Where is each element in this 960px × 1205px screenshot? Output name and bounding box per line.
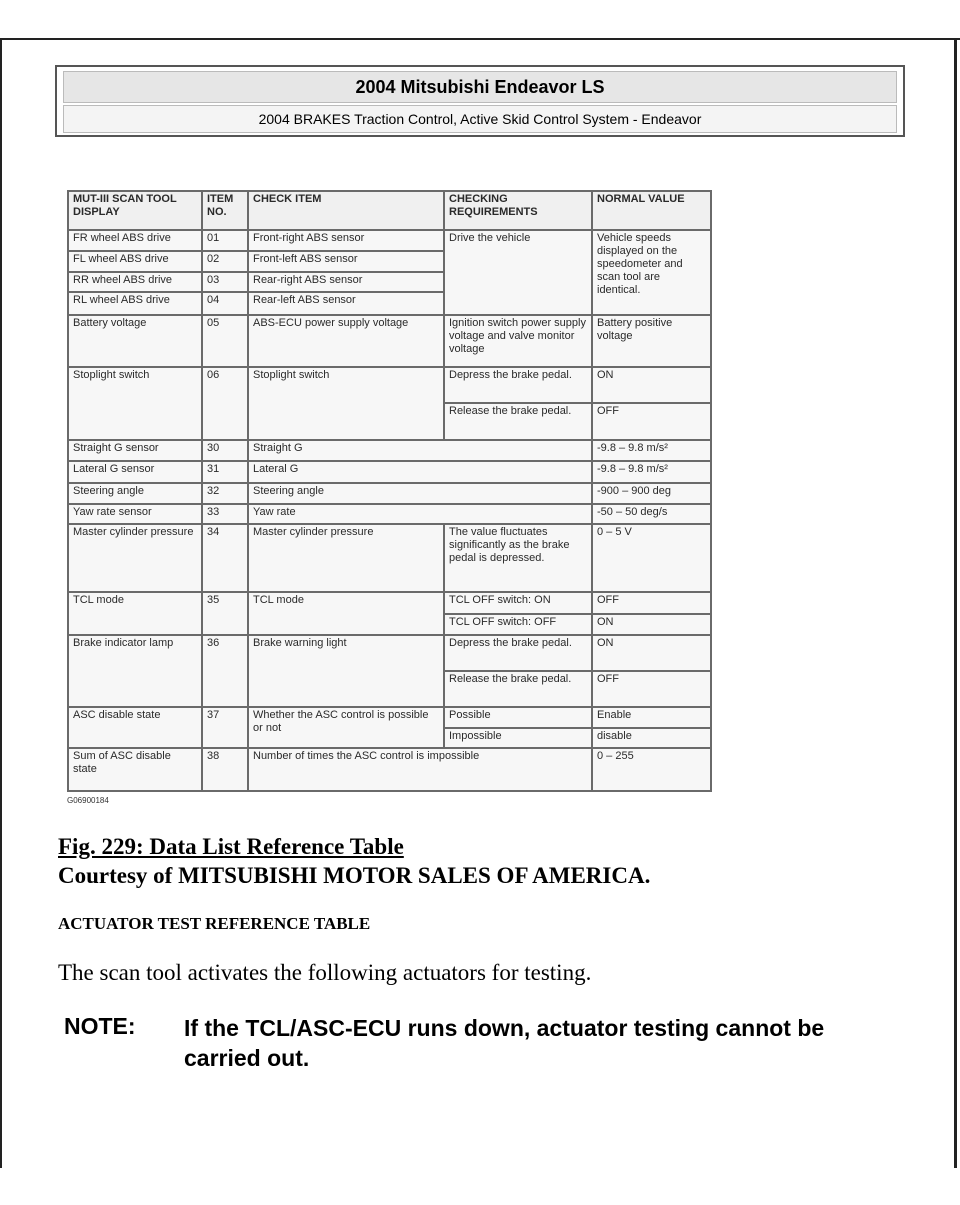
cell-normal-value: Battery positive voltage xyxy=(592,315,711,367)
cell-check-item: TCL mode xyxy=(248,592,444,635)
cell-display: RR wheel ABS drive xyxy=(68,272,202,293)
page-border-left xyxy=(0,38,2,1168)
cell-requirement: Depress the brake pedal. xyxy=(444,635,592,671)
figure-caption-title: Fig. 229: Data List Reference Table xyxy=(58,834,404,859)
cell-check-item: Number of times the ASC control is impossible xyxy=(248,748,592,791)
cell-item-no: 35 xyxy=(202,592,248,635)
cell-normal-value: -900 – 900 deg xyxy=(592,483,711,504)
body-paragraph: The scan tool activates the following actuators for testing. xyxy=(58,960,592,985)
table-row xyxy=(68,440,711,462)
cell-requirement: Release the brake pedal. xyxy=(444,403,592,440)
cell-normal-value: OFF xyxy=(592,671,711,707)
cell-item-no: 06 xyxy=(202,367,248,440)
cell-display: FL wheel ABS drive xyxy=(68,251,202,272)
cell-normal-value: -9.8 – 9.8 m/s² xyxy=(592,440,711,462)
cell-display: FR wheel ABS drive xyxy=(68,230,202,251)
cell-item-no: 32 xyxy=(202,483,248,504)
cell-requirement: TCL OFF switch: OFF xyxy=(444,614,592,635)
cell-item-no: 37 xyxy=(202,707,248,748)
cell-normal-value: Vehicle speeds displayed on the speedometer and scan tool are identical. xyxy=(592,230,711,315)
table-row xyxy=(68,592,711,615)
cell-check-item: Front-right ABS sensor xyxy=(248,230,444,251)
cell-normal-value: Enable xyxy=(592,707,711,728)
cell-display: ASC disable state xyxy=(68,707,202,748)
cell-requirement: Ignition switch power supply voltage and valve monitor voltage xyxy=(444,315,592,367)
page-border-top xyxy=(0,38,960,40)
cell-check-item: Rear-left ABS sensor xyxy=(248,292,444,315)
cell-requirement: The value fluctuates significantly as the brake pedal is depressed. xyxy=(444,524,592,591)
cell-check-item: Master cylinder pressure xyxy=(248,524,444,591)
table-row xyxy=(68,315,711,367)
note-label: NOTE: xyxy=(64,1013,136,1039)
cell-item-no: 30 xyxy=(202,440,248,462)
cell-display: Straight G sensor xyxy=(68,440,202,462)
cell-check-item: Rear-right ABS sensor xyxy=(248,272,444,293)
cell-item-no: 03 xyxy=(202,272,248,293)
cell-item-no: 36 xyxy=(202,635,248,707)
cell-requirement: TCL OFF switch: ON xyxy=(444,592,592,615)
table-row xyxy=(68,483,711,504)
cell-normal-value: OFF xyxy=(592,403,711,440)
cell-requirement: Drive the vehicle xyxy=(444,230,592,315)
cell-check-item: Lateral G xyxy=(248,461,592,483)
cell-requirement: Possible xyxy=(444,707,592,728)
cell-item-no: 01 xyxy=(202,230,248,251)
table-row xyxy=(68,461,711,483)
cell-requirement: Impossible xyxy=(444,728,592,749)
cell-normal-value: 0 – 5 V xyxy=(592,524,711,591)
cell-normal-value: ON xyxy=(592,367,711,403)
column-header: MUT-III SCAN TOOL DISPLAY xyxy=(68,191,202,230)
data-list-reference-table xyxy=(67,190,712,792)
cell-check-item: Front-left ABS sensor xyxy=(248,251,444,272)
column-header: NORMAL VALUE xyxy=(592,191,711,230)
figure-id: G06900184 xyxy=(67,796,109,805)
cell-item-no: 38 xyxy=(202,748,248,791)
cell-normal-value: ON xyxy=(592,614,711,635)
table-row xyxy=(68,707,711,728)
cell-requirement: Depress the brake pedal. xyxy=(444,367,592,403)
document-header xyxy=(55,65,905,137)
table-header-row xyxy=(68,191,711,230)
cell-requirement: Release the brake pedal. xyxy=(444,671,592,707)
cell-item-no: 05 xyxy=(202,315,248,367)
cell-normal-value: -50 – 50 deg/s xyxy=(592,504,711,525)
cell-check-item: Brake warning light xyxy=(248,635,444,707)
section-heading: ACTUATOR TEST REFERENCE TABLE xyxy=(58,914,371,933)
cell-normal-value: OFF xyxy=(592,592,711,615)
cell-item-no: 02 xyxy=(202,251,248,272)
cell-check-item: Steering angle xyxy=(248,483,592,504)
cell-check-item: Yaw rate xyxy=(248,504,592,525)
page-border-right xyxy=(954,38,957,1168)
cell-normal-value: ON xyxy=(592,635,711,671)
column-header: CHECKING REQUIREMENTS xyxy=(444,191,592,230)
cell-check-item: Whether the ASC control is possible or not xyxy=(248,707,444,748)
cell-display: Brake indicator lamp xyxy=(68,635,202,707)
cell-display: Lateral G sensor xyxy=(68,461,202,483)
cell-display: Master cylinder pressure xyxy=(68,524,202,591)
table-row xyxy=(68,748,711,791)
cell-item-no: 04 xyxy=(202,292,248,315)
section-title: 2004 BRAKES Traction Control, Active Skid Control System - Endeavor xyxy=(63,105,897,133)
table-row xyxy=(68,524,711,591)
cell-item-no: 31 xyxy=(202,461,248,483)
table-row xyxy=(68,230,711,251)
table-row xyxy=(68,367,711,403)
cell-check-item: ABS-ECU power supply voltage xyxy=(248,315,444,367)
table-row xyxy=(68,504,711,525)
cell-check-item: Stoplight switch xyxy=(248,367,444,440)
cell-display: TCL mode xyxy=(68,592,202,635)
figure-caption xyxy=(58,832,650,890)
cell-display: RL wheel ABS drive xyxy=(68,292,202,315)
cell-normal-value: 0 – 255 xyxy=(592,748,711,791)
vehicle-title: 2004 Mitsubishi Endeavor LS xyxy=(63,71,897,103)
cell-check-item: Straight G xyxy=(248,440,592,462)
cell-normal-value: disable xyxy=(592,728,711,749)
cell-display: Stoplight switch xyxy=(68,367,202,440)
cell-normal-value: -9.8 – 9.8 m/s² xyxy=(592,461,711,483)
cell-display: Yaw rate sensor xyxy=(68,504,202,525)
cell-display: Sum of ASC disable state xyxy=(68,748,202,791)
note-text: If the TCL/ASC-ECU runs down, actuator testing cannot be carried out. xyxy=(184,1015,825,1071)
cell-display: Steering angle xyxy=(68,483,202,504)
cell-item-no: 34 xyxy=(202,524,248,591)
table-row xyxy=(68,635,711,671)
column-header: CHECK ITEM xyxy=(248,191,444,230)
cell-item-no: 33 xyxy=(202,504,248,525)
cell-display: Battery voltage xyxy=(68,315,202,367)
figure-courtesy: Courtesy of MITSUBISHI MOTOR SALES OF AMERICA. xyxy=(58,863,651,888)
column-header: ITEM NO. xyxy=(202,191,248,230)
